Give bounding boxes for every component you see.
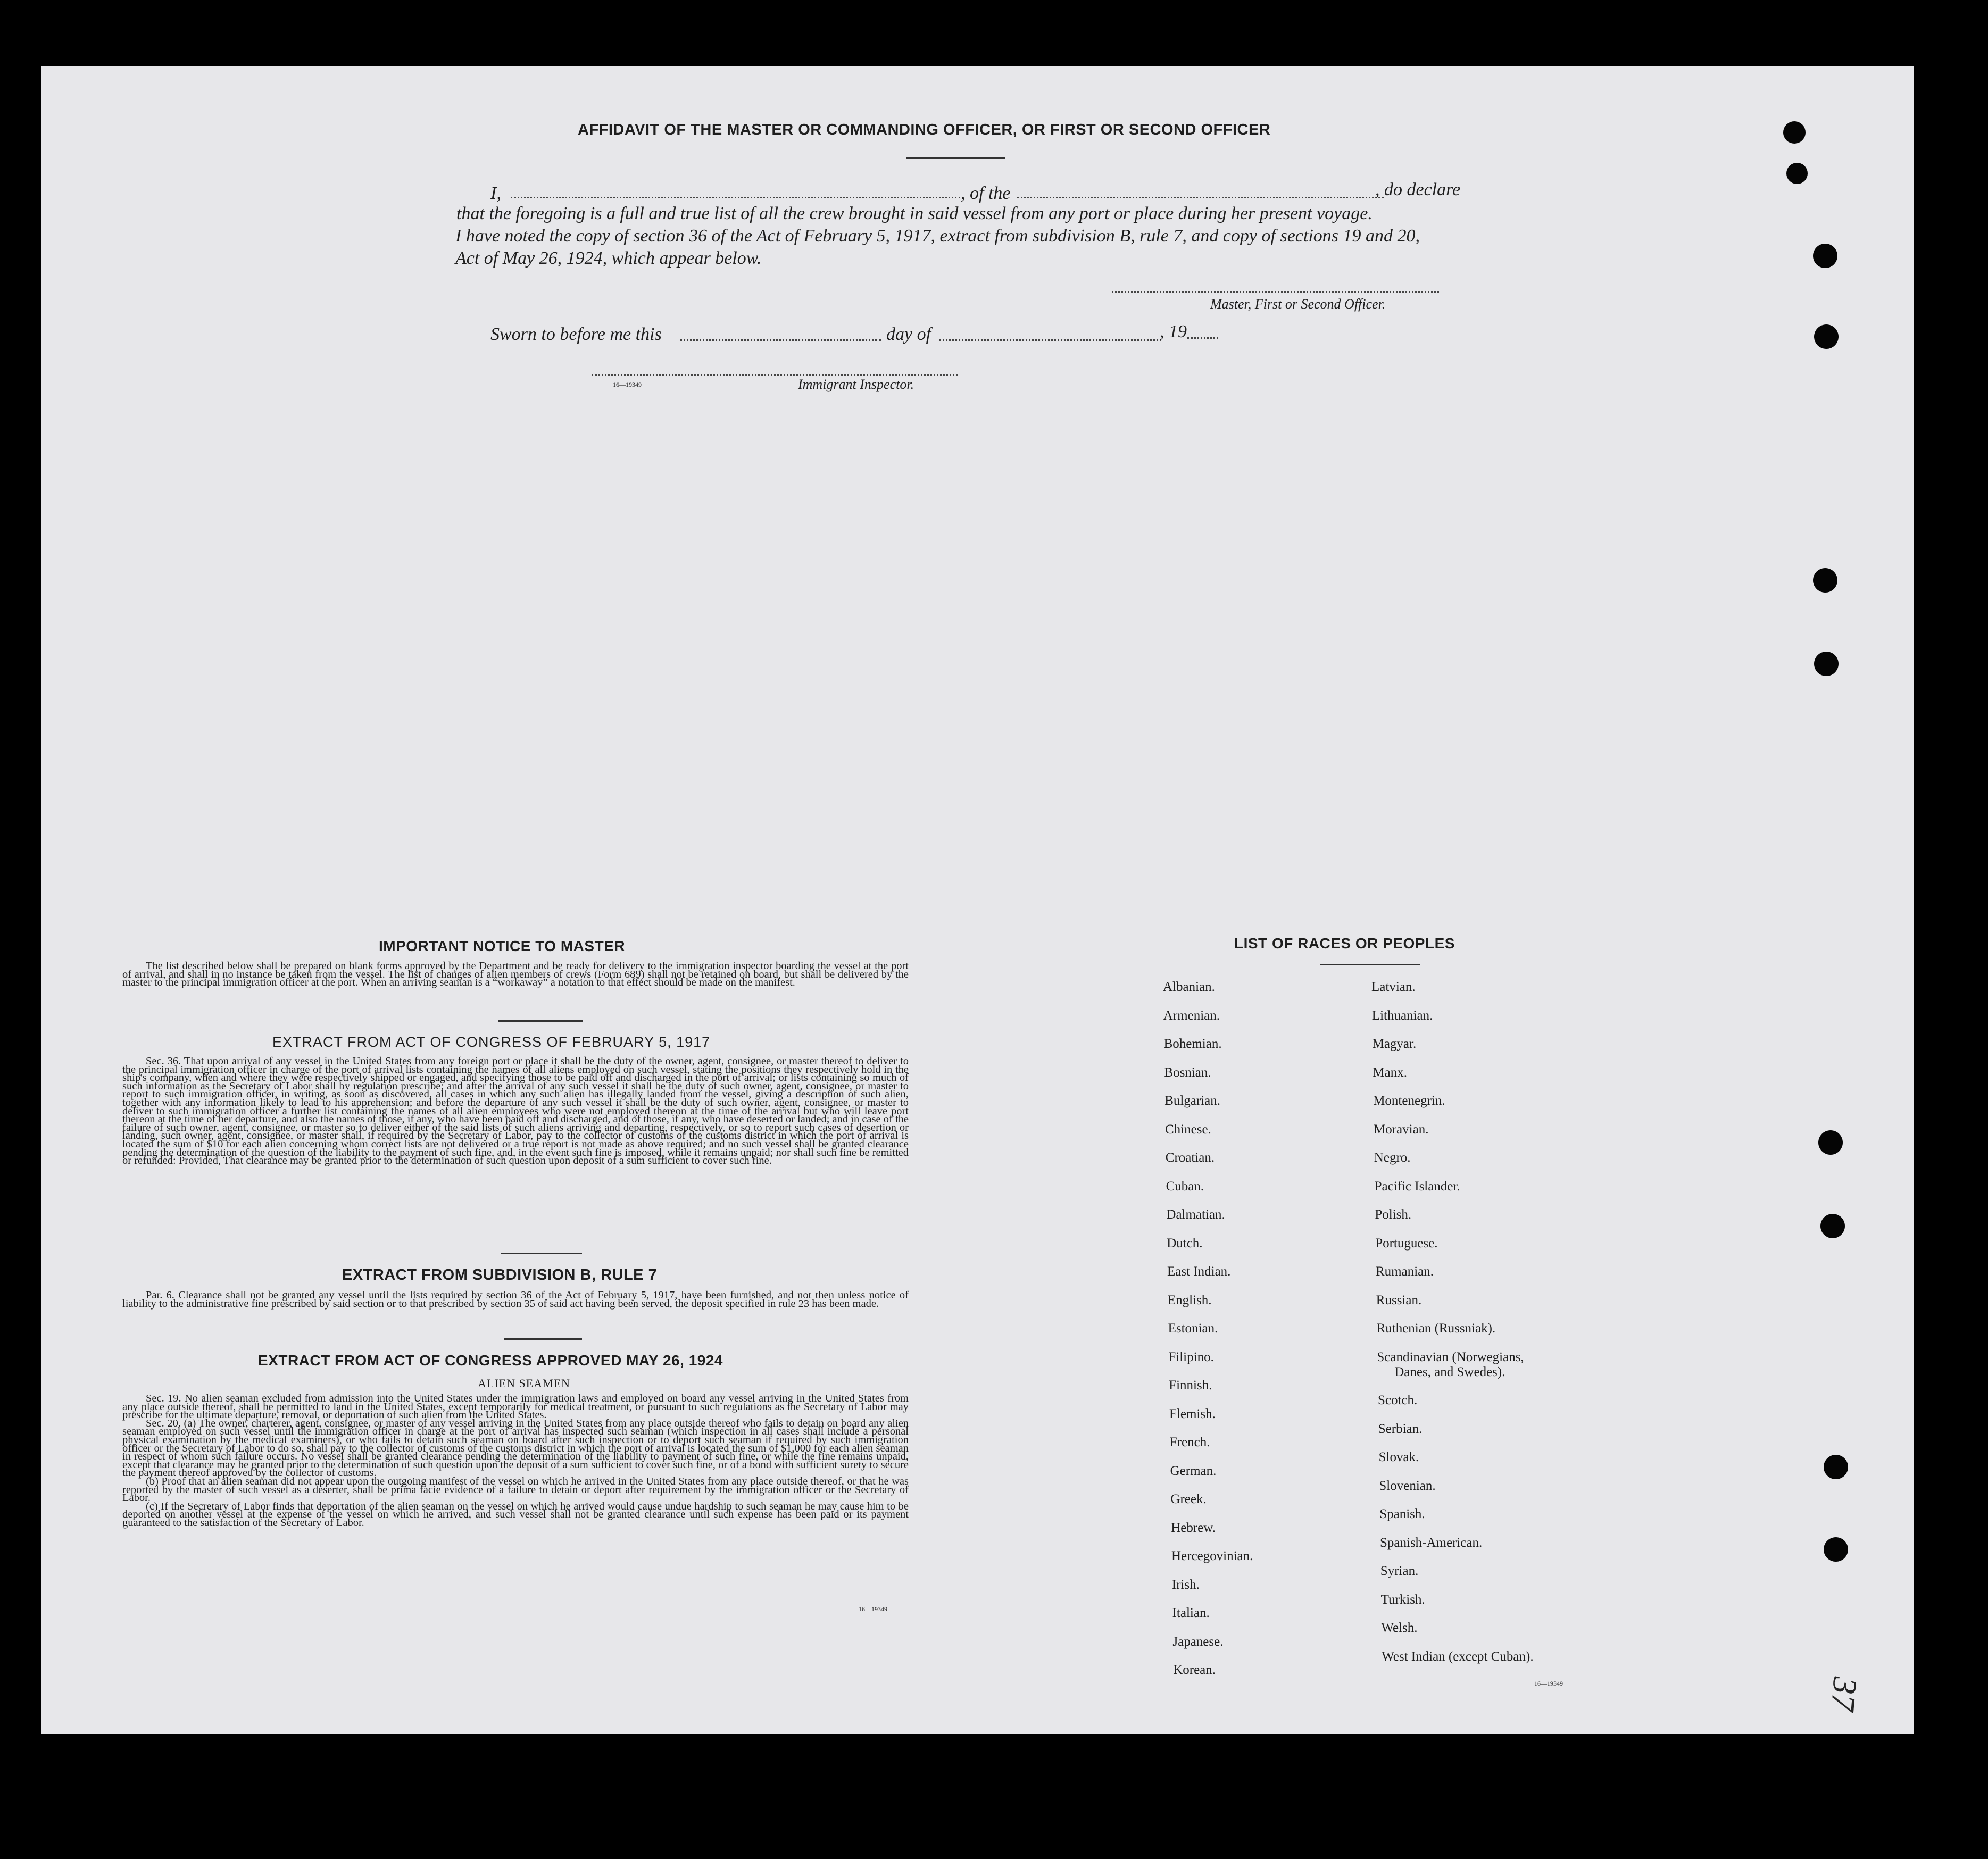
race-item: Welsh. (1381, 1621, 1418, 1635)
punch-hole (1818, 1130, 1843, 1155)
inspector-signature-line[interactable] (592, 374, 958, 376)
race-item: Slovenian. (1379, 1478, 1436, 1493)
handwritten-page-number: 37 (1824, 1675, 1865, 1713)
section-19-paragraph: Sec. 19. No alien seaman excluded from admission into the United States under the immigration laws and employed on board any vessel arriving in the United States from any place outside thereof, shall be permitted to land in the United States, except temporarily for medical treatment, or pursuant to such regulations as the Secretary of Labor may prescribe for the ultimate departure, removal, or deportation of such alien from the United States. (122, 1393, 909, 1421)
race-item: Slovak. (1378, 1450, 1419, 1464)
day-of-label: day of (886, 324, 931, 344)
inspector-label: Immigrant Inspector. (798, 377, 914, 392)
race-item: Flemish. (1169, 1406, 1216, 1421)
race-item: West Indian (except Cuban). (1382, 1649, 1534, 1664)
race-item: Manx. (1373, 1065, 1407, 1080)
race-item: Korean. (1173, 1663, 1216, 1677)
sworn-year-field[interactable] (1187, 337, 1218, 339)
section-20a-paragraph: Sec. 20. (a) The owner, charterer, agent, consignee, or master of any vessel arriving in the United States from any place outside thereof who fails to detain on board any alien seaman employed on such vessel until the immigration officer in charge at the port of arrival has inspected such seaman (which inspection in all cases shall include a personal physical examination by the medical examiners), or who fails to detain such seaman on board after such inspection or to deport such seaman if required by such immigration officer or the Secretary of Labor to do so, shall pay to the collector of customs of the customs district in which the port of arrival is located the sum of $1,000 for each alien seaman in respect of whom such failure occurs. No vessel shall be granted clearance pending the determination of the liability to payment of such fine, or while the fine remains unpaid, except that clearance may be granted prior to the determination of such question upon the deposit of a sum sufficient to cover such fine, or of a bond with sufficient surety to secure the payment thereof approved by the collector of customs. (122, 1417, 909, 1479)
race-item: Albanian. (1163, 980, 1215, 994)
signature-label: Master, First or Second Officer. (1210, 296, 1386, 312)
race-item: Spanish-American. (1380, 1535, 1483, 1550)
extract-1924-title: EXTRACT FROM ACT OF CONGRESS APPROVED MAY 26, 1924 (258, 1352, 723, 1369)
race-item: Greek. (1170, 1492, 1207, 1506)
race-item: Latvian. (1371, 980, 1416, 994)
race-item: Lithuanian. (1371, 1008, 1433, 1023)
section-36-paragraph: Sec. 36. That upon arrival of any vessel in the United States from any foreign port or place it shall be the duty of the owner, agent, consignee, or master thereof to deliver to the principal immigration officer in charge of the port of arrival lists containing the names of all aliens employed on such vessel, stating the positions they respectively hold in the ship's company, when and where they were respectively shipped or engaged, and specifying those to be paid off and discharged in the port of arrival; or lists containing so much of such information as the Secretary of Labor shall by regulation prescribe; and after the arrival of any such vessel it shall be the duty of such owner, agent, consignee, or master to report to such immigration officer, in writing, as soon as discovered, all cases in which any such alien has illegally landed from the vessel, giving a description of such alien, together with any information likely to lead to his apprehension; and before the departure of any such vessel it shall be the duty of such owner, agent, consignee, or master to deliver to such immigration officer a further list containing the names of all alien employees who were not employed thereon at the time of the arrival but who will leave port thereon at the time of her departure, and also the names of those, if any, who have been paid off and discharged, and of those, if any, who have deserted or landed; and in case of the failure of such owner, agent, consignee, or master so to deliver either of the said lists of such aliens arriving and departing, respectively, or so to report such cases of desertion or landing, such owner, agent, consignee, or master shall, if required by the Secretary of Labor, pay to the collector of customs of the customs district in which the port of arrival is located the sum of $10 for each alien concerning whom correct lists are not delivered or a true report is not made as above required; and no such vessel shall be granted clearance pending the determination of the question of the liability to the payment of such fine, and, in the event such fine is imposed, while it remains unpaid; nor shall such fine be remitted or refunded: Provided, That clearance may be granted prior to the determination of such question upon deposit of a sum sufficient to cover such fine. (122, 1055, 909, 1167)
divider (498, 1020, 583, 1022)
race-item: Danes, and Swedes). (1394, 1364, 1505, 1379)
punch-hole (1814, 652, 1839, 676)
race-item: Scotch. (1378, 1393, 1418, 1407)
race-item: Turkish. (1380, 1592, 1425, 1607)
extract-1917-title: EXTRACT FROM ACT OF CONGRESS OF FEBRUARY 5, 1917 (272, 1034, 711, 1050)
alien-seamen-subtitle: ALIEN SEAMEN (478, 1377, 570, 1390)
race-item: Rumanian. (1376, 1264, 1434, 1279)
race-item: Pacific Islander. (1374, 1179, 1460, 1194)
punch-hole (1783, 121, 1806, 144)
race-item: Japanese. (1172, 1634, 1224, 1649)
notice-paragraph: The list described below shall be prepared on blank forms approved by the Department and be ready for delivery to the immigration inspector boarding the vessel at the port of arrival, and shall in no instance be taken from the vessel. The list of changes of alien members of crews (Form 689) shall not be retained on board, but shall be delivered by the master to the principal immigration officer at the port. When an arriving seaman is a “workaway” a notation to that effect should be made on the manifest. (122, 960, 909, 989)
affidavit-title: AFFIDAVIT OF THE MASTER OR COMMANDING OFFICER, OR FIRST OR SECOND OFFICER (578, 121, 1271, 138)
race-item: Montenegrin. (1373, 1094, 1445, 1108)
race-item: Moravian. (1374, 1122, 1429, 1137)
race-item: Magyar. (1372, 1037, 1417, 1051)
paragraph-6: Par. 6. Clearance shall not be granted any vessel until the lists required by section 36 of the Act of February 5, 1917, have been furnished, and not then unless notice of liability to the administrative fine prescribed by said section or to that prescribed by section 35 of said act having been served, the deposit specified in rule 23 has been made. (122, 1289, 909, 1310)
race-item: East Indian. (1167, 1264, 1231, 1279)
divider (501, 1253, 582, 1254)
race-item: Portuguese. (1375, 1236, 1438, 1251)
race-item: Spanish. (1379, 1507, 1425, 1521)
punch-hole (1813, 244, 1837, 268)
form-number: 16—19349 (1534, 1680, 1563, 1687)
race-item: Polish. (1375, 1207, 1412, 1222)
race-item: Bohemian. (1163, 1037, 1222, 1051)
race-item: English. (1167, 1293, 1212, 1307)
race-item: Croatian. (1165, 1151, 1215, 1165)
race-item: Estonian. (1168, 1321, 1218, 1336)
race-item: Bosnian. (1164, 1065, 1211, 1080)
extract-1917-text (122, 1057, 909, 1165)
punch-hole (1813, 568, 1837, 593)
signature-line[interactable] (1112, 291, 1439, 293)
race-item: Dalmatian. (1166, 1207, 1225, 1222)
extract-1924-text (122, 1395, 909, 1528)
punch-hole (1820, 1214, 1845, 1238)
race-item: Hercegovinian. (1171, 1549, 1253, 1563)
race-item: Serbian. (1378, 1421, 1423, 1436)
declare-label: , do declare (1375, 180, 1461, 199)
rule-7-title: EXTRACT FROM SUBDIVISION B, RULE 7 (342, 1266, 658, 1283)
section-20c-paragraph: (c) If the Secretary of Labor finds that deportation of the alien seaman on the vessel on which he arrived would cause undue hardship to such seaman he may cause him to be deported on another vessel at the expense of the vessel on which he arrived, and such vessel shall not be granted clearance until such expense has been paid or its payment guaranteed to the satisfaction of the Secretary of Labor. (122, 1500, 909, 1529)
races-title: LIST OF RACES OR PEOPLES (1234, 935, 1455, 952)
race-item: Armenian. (1163, 1008, 1220, 1023)
form-number: 16—19349 (613, 381, 642, 388)
vessel-field[interactable] (1017, 197, 1384, 198)
sworn-day-field[interactable] (680, 339, 881, 341)
divider (906, 157, 1005, 159)
race-item: Irish. (1171, 1577, 1200, 1592)
notice-title: IMPORTANT NOTICE TO MASTER (379, 938, 626, 954)
race-item: Hebrew. (1171, 1520, 1216, 1535)
punch-hole (1786, 163, 1808, 184)
declaration-line-2: that the foregoing is a full and true list of all the crew brought in said vessel from any port or place during her present voyage. (456, 204, 1373, 223)
race-item: Ruthenian (Russniak). (1376, 1321, 1496, 1336)
sworn-month-field[interactable] (939, 339, 1161, 341)
rule-7-text (122, 1291, 909, 1308)
declaration-line-4: Act of May 26, 1924, which appear below. (455, 248, 762, 268)
of-the-label: , of the (961, 184, 1011, 203)
race-item: Finnish. (1169, 1378, 1212, 1393)
sworn-label: Sworn to before me this (490, 324, 662, 344)
race-item: French. (1169, 1435, 1210, 1449)
race-item: Chinese. (1165, 1122, 1211, 1137)
divider (504, 1338, 582, 1340)
punch-hole (1824, 1455, 1848, 1479)
punch-hole (1824, 1537, 1848, 1562)
declaration-line-1 (490, 184, 501, 204)
race-item: German. (1170, 1463, 1217, 1478)
race-item: Scandinavian (Norwegians, (1377, 1349, 1524, 1364)
declaration-line-3: I have noted the copy of section 36 of the Act of February 5, 1917, extract from subdivision B, rule 7, and copy of sections 19 and 20, (455, 226, 1420, 246)
race-item: Italian. (1172, 1606, 1210, 1620)
race-item: Filipino. (1168, 1349, 1214, 1364)
punch-hole (1814, 324, 1839, 349)
race-item: Dutch. (1167, 1236, 1203, 1251)
year-label: , 19 (1160, 322, 1187, 341)
declaration-i: I, (490, 184, 501, 203)
notice-text (122, 962, 909, 987)
race-item: Cuban. (1166, 1179, 1204, 1194)
race-item: Bulgarian. (1164, 1094, 1221, 1108)
name-field[interactable] (511, 197, 960, 198)
race-item: Syrian. (1380, 1564, 1419, 1578)
form-number: 16—19349 (859, 1605, 887, 1613)
divider (1320, 964, 1420, 965)
race-item: Negro. (1374, 1151, 1411, 1165)
race-item: Russian. (1376, 1293, 1422, 1307)
section-20b-paragraph: (b) Proof that an alien seaman did not appear upon the outgoing manifest of the vessel on which he arrived in the United States from any place outside thereof, or that he was reported by the master of such vessel as a deserter, shall be prima facie evidence of a failure to detain or deport after requirement by the immigration officer or the Secretary of Labor. (122, 1475, 909, 1504)
